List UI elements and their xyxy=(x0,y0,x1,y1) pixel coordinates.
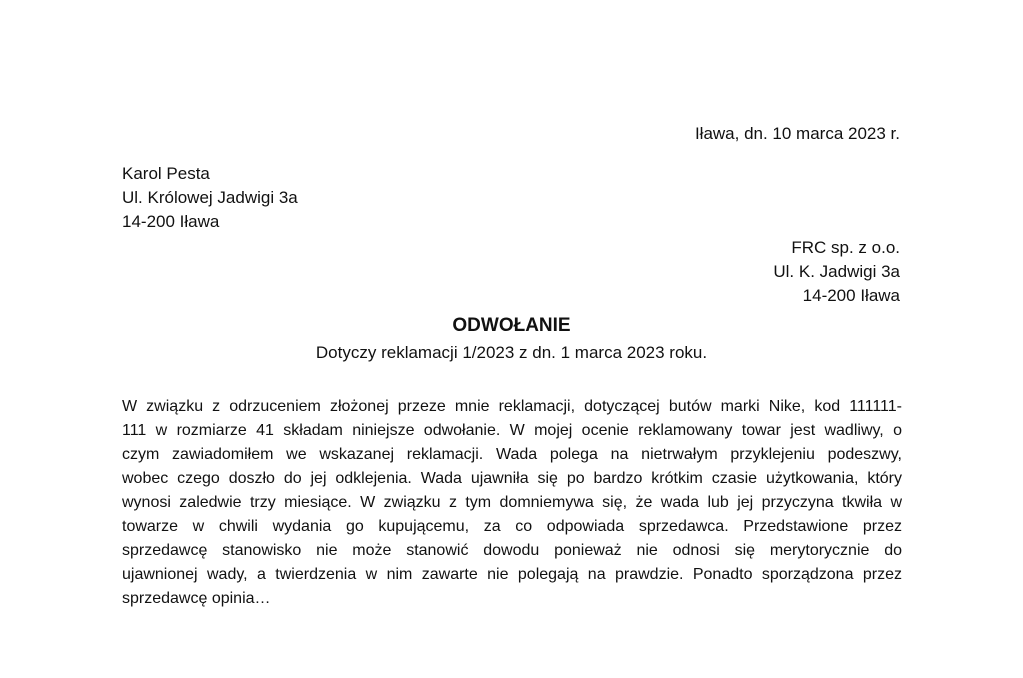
body-line: sprzedawcę stanowisko nie może stanowić dowodu ponieważ nie odnosi się merytorycznie do xyxy=(122,542,902,559)
body-line: 111 w rozmiarze 41 składam niniejsze odwołanie. W mojej ocenie reklamowany towar jest wadliwy, o xyxy=(122,422,902,439)
body-line: ujawnionej wady, a twierdzenia w nim zawarte nie polegają na prawdzie. Ponadto sporządzona przez xyxy=(122,566,902,583)
recipient-address xyxy=(773,236,900,308)
letter-body xyxy=(122,395,902,611)
body-line: W związku z odrzuceniem złożonej przeze mnie reklamacji, dotyczącej butów marki Nike, kod 111111- xyxy=(122,398,902,415)
document-title: ODWOŁANIE xyxy=(452,315,571,336)
sender-address xyxy=(122,162,298,234)
body-line: wynosi zaledwie trzy miesiące. W związku z tym domniemywa się, że wada lub jej przyczyna tkwiła w xyxy=(122,494,902,511)
recipient-street: Ul. K. Jadwigi 3a xyxy=(773,262,900,281)
recipient-name: FRC sp. z o.o. xyxy=(791,238,900,257)
recipient-city: 14-200 Iława xyxy=(802,286,900,305)
sender-street: Ul. Królowej Jadwigi 3a xyxy=(122,188,298,207)
sender-name: Karol Pesta xyxy=(122,164,210,183)
body-line: sprzedawcę opinia… xyxy=(122,590,271,607)
sender-city: 14-200 Iława xyxy=(122,212,220,231)
place-date: Iława, dn. 10 marca 2023 r. xyxy=(694,124,900,143)
body-line: wobec czego doszło do jej odklejenia. Wada ujawniła się po bardzo krótkim czasie użytkowania, który xyxy=(122,470,902,487)
document-subtitle: Dotyczy reklamacji 1/2023 z dn. 1 marca 2023 roku. xyxy=(315,343,708,362)
body-line: czym zawiadomiłem we wskazanej reklamacji. Wada polega na nietrwałym przyklejeniu podeszwy, xyxy=(122,446,902,463)
body-line: towarze w chwili wydania go kupującemu, za co odpowiada sprzedawca. Przedstawione przez xyxy=(122,518,902,535)
